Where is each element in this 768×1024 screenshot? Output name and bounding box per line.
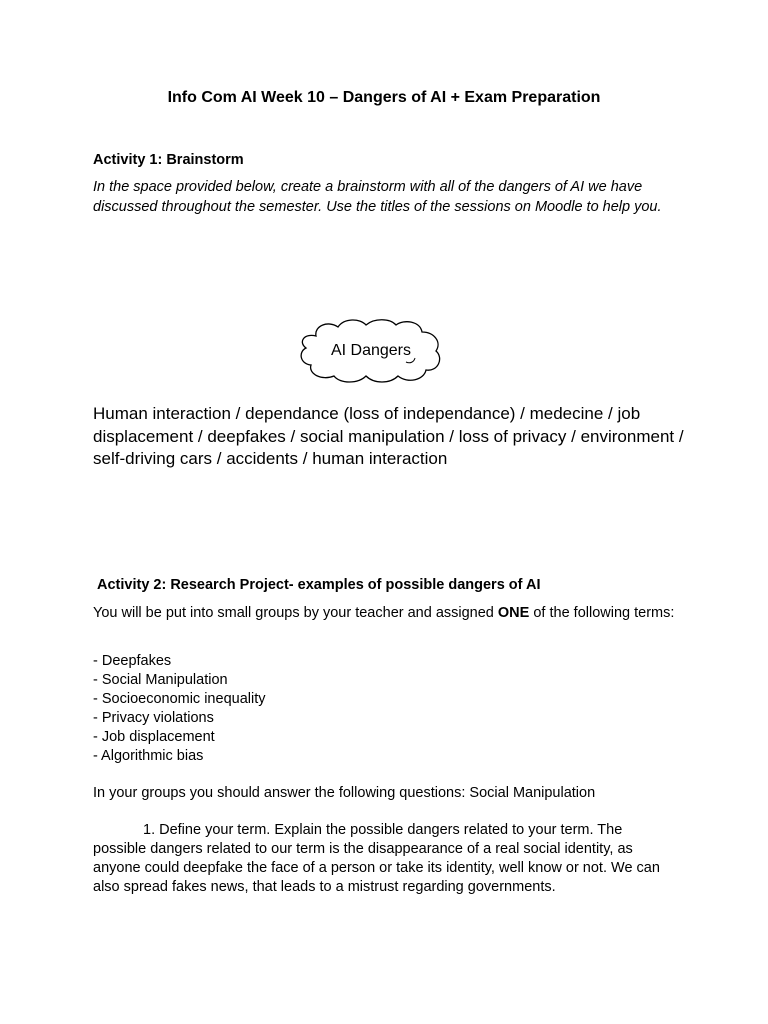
activity2-intro-bold: ONE [497, 605, 530, 621]
questions-intro: In your groups you should answer the following questions: Social Manipulation [93, 785, 596, 801]
list-item: - Deepfakes [93, 653, 172, 669]
question-1-answer: 1. Define your term. Explain the possible dangers related to your term. The possible dangers related to our term is the disappearance of a real social identity, as anyone could deepfake the face of a person or take its identity, well know or not. We can also spread fakes news, that leads to a mistrust regarding governments. [93, 822, 660, 895]
cloud-label: AI Dangers [330, 342, 412, 359]
activity1-instructions: In the space provided below, create a brainstorm with all of the dangers of AI we have discussed throughout the semester. Use the titles of the sessions on Moodle to help you. [93, 179, 662, 215]
activity2-intro-before: You will be put into small groups by your teacher and assigned [93, 605, 498, 621]
document-title: Info Com AI Week 10 – Dangers of AI + Exam Preparation [167, 89, 601, 106]
activity2-intro [93, 604, 683, 624]
list-item: - Privacy violations [93, 710, 214, 726]
brainstorm-cloud [296, 318, 446, 388]
terms-list [93, 652, 265, 766]
brainstorm-answer: Human interaction / dependance (loss of independance) / medecine / job displacement / deepfakes / social manipulation / loss of privacy / environment / self-driving cars / accidents / human interaction [93, 404, 684, 468]
list-item: - Algorithmic bias [93, 748, 204, 764]
activity2-intro-after: of the following terms: [529, 605, 675, 621]
activity1-heading: Activity 1: Brainstorm [93, 152, 244, 168]
list-item: - Socioeconomic inequality [93, 691, 266, 707]
list-item: - Job displacement [93, 729, 215, 745]
activity2-heading: Activity 2: Research Project- examples of possible dangers of AI [97, 577, 541, 593]
list-item: - Social Manipulation [93, 672, 228, 688]
